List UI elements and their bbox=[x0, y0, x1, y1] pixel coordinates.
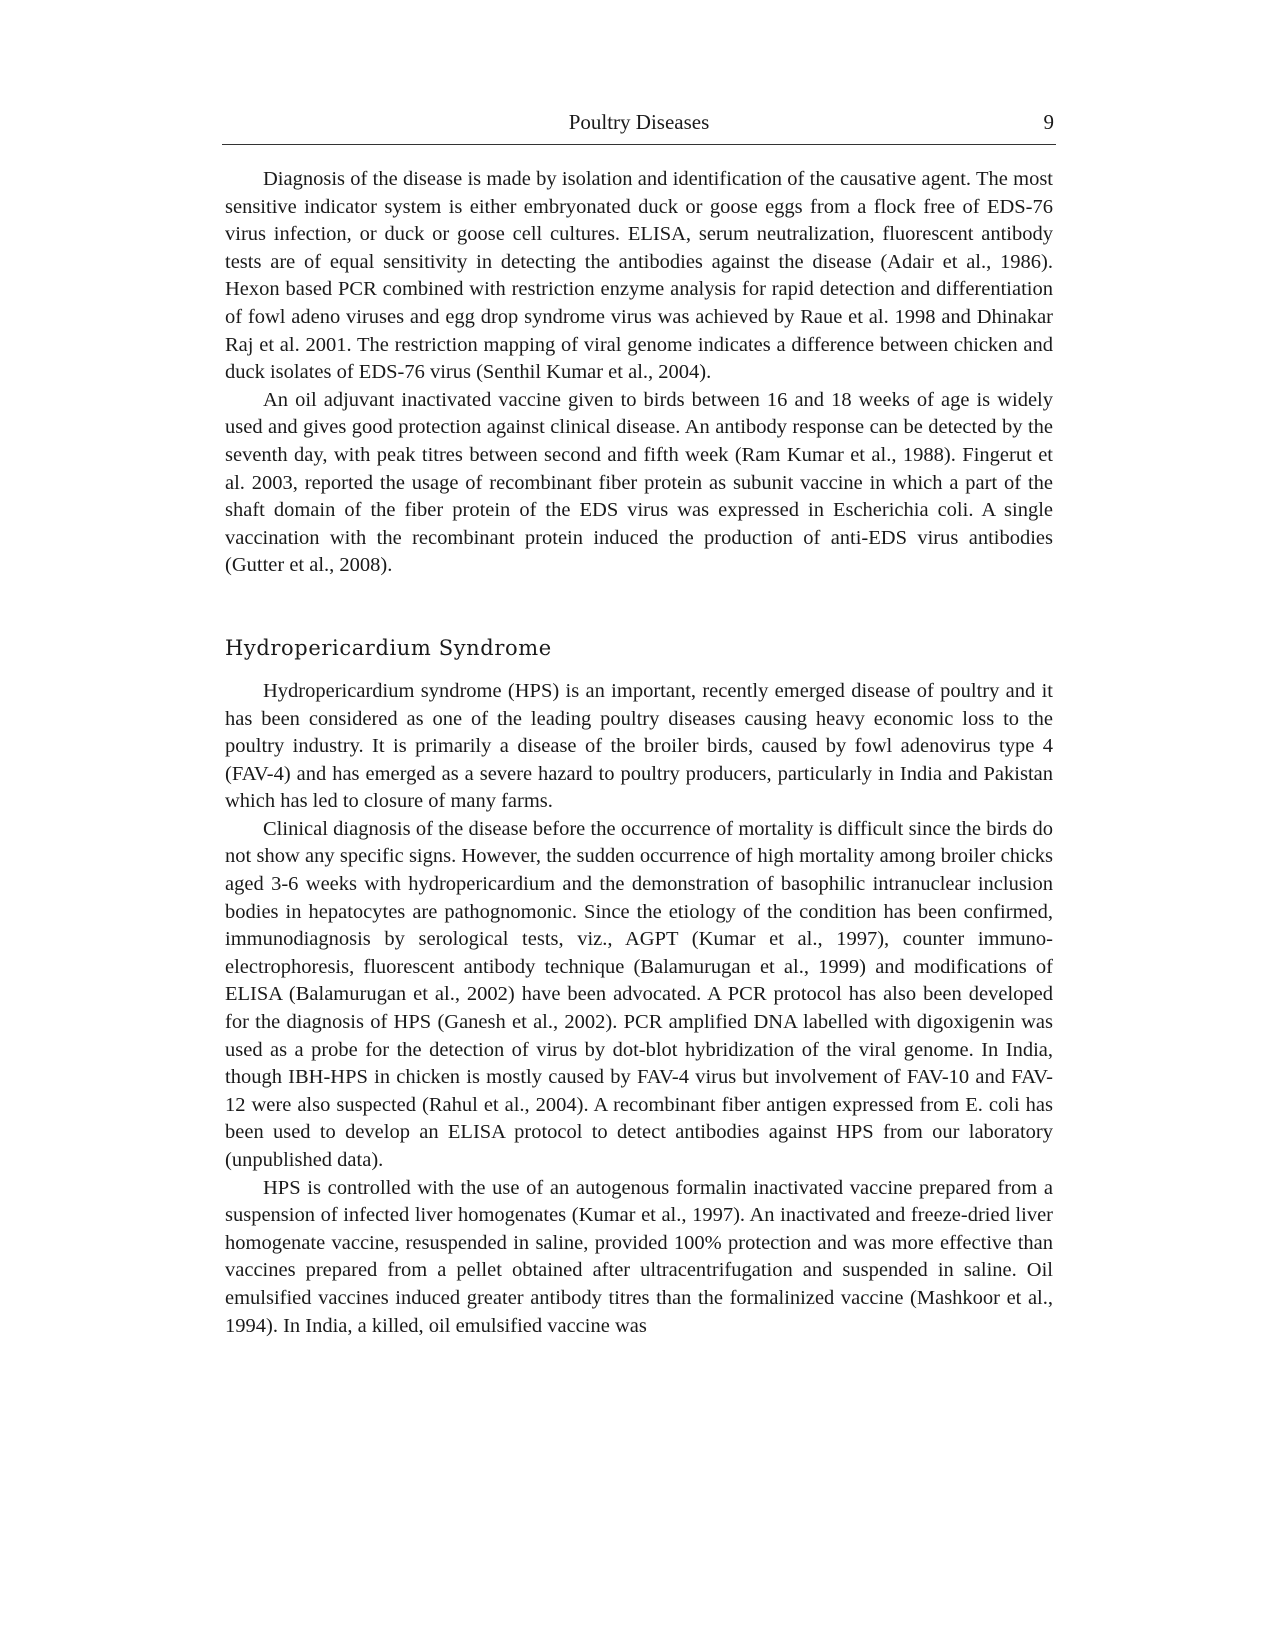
section-hydropericardium bbox=[225, 678, 1053, 1340]
page-number: 9 bbox=[1043, 110, 1054, 134]
section-eds-diagnosis bbox=[225, 166, 1053, 580]
paragraph: Clinical diagnosis of the disease before the occurrence of mortality is difficult since the birds do not show any specific signs. However, the sudden occurrence of high mortality among broiler chicks aged 3-6 weeks with hydropericardium and the demonstration of basophilic intranuclear inclusion bodies in hepatocytes are pathognomonic. Since the etiology of the condition has been confirmed, immunodiagnosis by serological tests, viz., AGPT (Kumar et al., 1997), counter immuno-electrophoresis, fluorescent antibody technique (Balamurugan et al., 1999) and modifications of ELISA (Balamurugan et al., 2002) have been advocated. A PCR protocol has also been developed for the diagnosis of HPS (Ganesh et al., 2002). PCR amplified DNA labelled with digoxigenin was used as a probe for the detection of virus by dot-blot hybridization of the viral genome. In India, though IBH-HPS in chicken is mostly caused by FAV-4 virus but involvement of FAV-10 and FAV-12 were also suspected (Rahul et al., 2004). A recombinant fiber antigen expressed from E. coli has been used to develop an ELISA protocol to detect antibodies against HPS from our laboratory (unpublished data). bbox=[225, 817, 1053, 1171]
page-header bbox=[222, 104, 1056, 145]
running-title: Poultry Diseases bbox=[568, 110, 710, 134]
paragraph: Diagnosis of the disease is made by isolation and identification of the causative agent. The most sensitive indicator system is either embryonated duck or goose eggs from a flock free of EDS-76 virus infection, or duck or goose cell cultures. ELISA, serum neutralization, fluorescent antibody tests are of equal sensitivity in detecting the antibodies against the disease (Adair et al., 1986). Hexon based PCR combined with restriction enzyme analysis for rapid detection and differentiation of fowl adeno viruses and egg drop syndrome virus was achieved by Raue et al. 1998 and Dhinakar Raj et al. 2001. The restriction mapping of viral genome indicates a difference between chicken and duck isolates of EDS-76 virus (Senthil Kumar et al., 2004). bbox=[225, 168, 1053, 384]
section-heading: Hydropericardium Syndrome bbox=[225, 635, 552, 660]
paragraph: HPS is controlled with the use of an autogenous formalin inactivated vaccine prepared from a suspension of infected liver homogenates (Kumar et al., 1997). An inactivated and freeze-dried liver homogenate vaccine, resuspended in saline, provided 100% protection and was more effective than vaccines prepared from a pellet obtained after ultracentrifugation and suspended in saline. Oil emulsified vaccines induced greater antibody titres than the formalinized vaccine (Mashkoor et al., 1994). In India, a killed, oil emulsified vaccine was bbox=[225, 1176, 1053, 1337]
paragraph: Hydropericardium syndrome (HPS) is an important, recently emerged disease of poultry and it has been considered as one of the leading poultry diseases causing heavy economic loss to the poultry industry. It is primarily a disease of the broiler birds, caused by fowl adenovirus type 4 (FAV-4) and has emerged as a severe hazard to poultry producers, particularly in India and Pakistan which has led to closure of many farms. bbox=[225, 679, 1053, 813]
paragraph: An oil adjuvant inactivated vaccine given to birds between 16 and 18 weeks of age is widely used and gives good protection against clinical disease. An antibody response can be detected by the seventh day, with peak titres between second and fifth week (Ram Kumar et al., 1988). Fingerut et al. 2003, reported the usage of recombinant fiber protein as subunit vaccine in which a part of the shaft domain of the fiber protein of the EDS virus was expressed in Escherichia coli. A single vaccination with the recombinant protein induced the production of anti-EDS virus antibodies (Gutter et al., 2008). bbox=[225, 388, 1053, 577]
page-body bbox=[225, 166, 1053, 1340]
